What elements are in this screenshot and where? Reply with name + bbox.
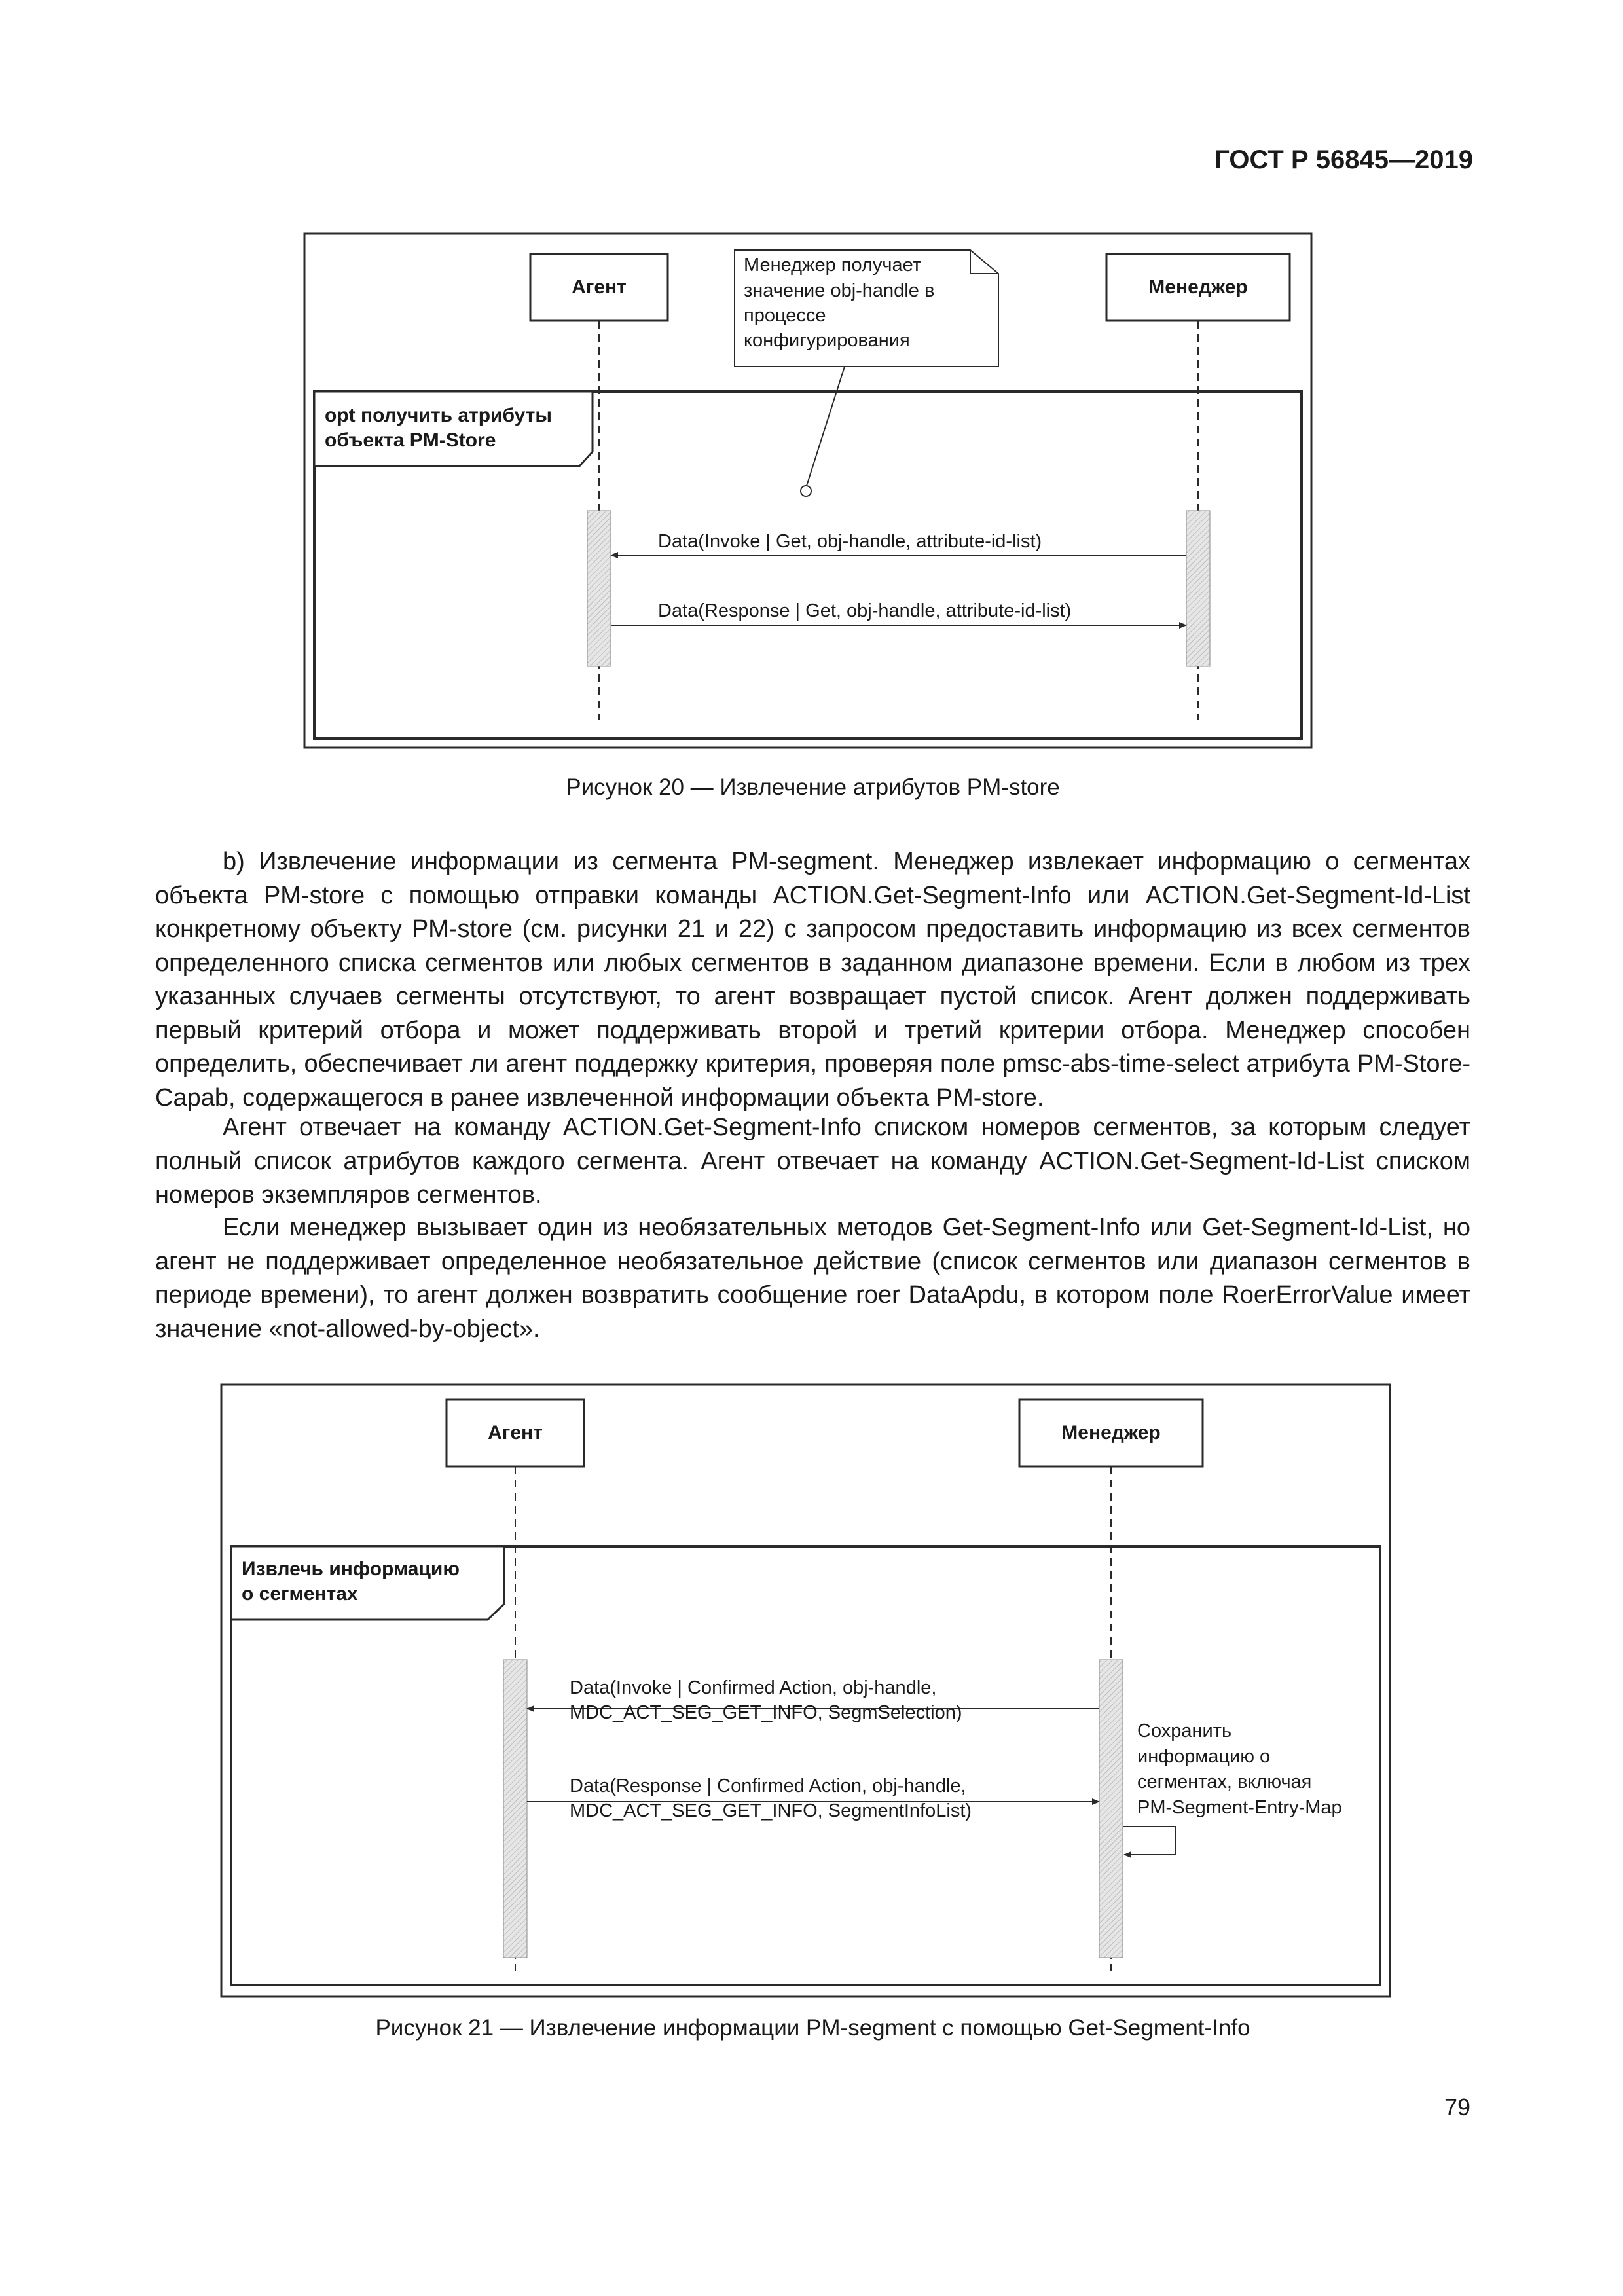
fig20-note-connector	[807, 367, 845, 486]
fig21-self-note-line-1: Сохранить	[1137, 1721, 1232, 1741]
fig21-response-label-line-2: MDC_ACT_SEG_GET_INFO, SegmentInfoList)	[570, 1800, 972, 1821]
figure-21-sequence-diagram	[0, 1362, 1623, 2003]
fig21-agent-activation	[503, 1660, 527, 1958]
page-number: 79	[1444, 2094, 1470, 2121]
figure-20-sequence-diagram	[0, 0, 1623, 773]
fig20-agent-label: Агент	[572, 276, 627, 298]
fig20-invoke-label: Data(Invoke | Get, obj-handle, attribute-id-list)	[658, 531, 1042, 552]
fig21-self-call-arrow	[1123, 1827, 1175, 1855]
fig21-response-label-line-1: Data(Response | Confirmed Action, obj-handle,	[570, 1776, 966, 1796]
fig21-manager-label: Менеджер	[1061, 1422, 1161, 1444]
paragraph-b: b) Извлечение информации из сегмента PM-segment. Менеджер извлекает информацию о сегментах объекта PM-store с помощью отправки команды ACTION.Get-Segment-Info или ACTION.Get-Segment-Id-List конкретному объекту PM-store (см. рисунки 21 и 22) с запросом предоставить информацию из всех сегментов определенного списка сегментов или любых сегментов в заданном диапазоне времени. Если в любом из трех указанных случаев сегменты отсутствуют, то агент возвращает пустой список. Агент должен поддерживать первый критерий отбора и может поддерживать второй и третий критерии отбора. Менеджер способен определить, обеспечивает ли агент поддержку критерия, проверяя поле pmsc-abs-time-select атрибута PM-Store-Capab, содержащегося в ранее извлеченной информации объекта PM-store.	[155, 848, 1470, 1112]
fig20-response-label: Data(Response | Get, obj-handle, attribute-id-list)	[658, 600, 1072, 621]
fig21-self-note-line-2: информацию о	[1137, 1746, 1271, 1767]
document-standard-header: ГОСТ Р 56845—2019	[1214, 145, 1473, 174]
fig20-note-anchor	[801, 486, 811, 496]
figure-21-caption: Рисунок 21 — Извлечение информации PM-segment с помощью Get-Segment-Info	[375, 2015, 1250, 2041]
fig21-invoke-label-line-1: Data(Invoke | Confirmed Action, obj-handle,	[570, 1677, 937, 1698]
fig21-manager-activation	[1099, 1660, 1123, 1958]
fig21-invoke-label-line-2: MDC_ACT_SEG_GET_INFO, SegmSelection)	[570, 1702, 962, 1723]
fig20-fragment-label-line-1: opt получить атрибуты	[325, 405, 552, 426]
figure-20-caption: Рисунок 20 — Извлечение атрибутов PM-store	[566, 774, 1060, 800]
fig20-fragment-label-box	[314, 392, 593, 466]
fig21-self-note-line-4: PM-Segment-Entry-Map	[1137, 1797, 1342, 1818]
fig20-agent-activation	[587, 511, 611, 666]
fig21-self-note-line-3: сегментах, включая	[1137, 1772, 1312, 1793]
paragraph-optional-methods: Если менеджер вызывает один из необязательных методов Get-Segment-Info или Get-Segment-Id-List, но агент не поддерживает определенное необязательное действие (список сегментов или диапазон сегментов в периоде времени), то агент должен возвратить сообщение roer DataApdu, в котором поле RoerErrorValue имеет значение «not-allowed-by-object».	[155, 1214, 1470, 1343]
fig20-note-line-1: Менеджер получает	[744, 255, 922, 276]
fig20-note-line-2: значение obj-handle в	[744, 280, 935, 301]
fig21-fragment-label-line-1: Извлечь информацию	[242, 1558, 460, 1580]
fig20-manager-label: Менеджер	[1148, 276, 1248, 298]
fig21-agent-label: Агент	[488, 1422, 543, 1444]
fig20-note-line-3: процессе	[744, 305, 826, 326]
fig21-fragment-label-line-2: о сегментах	[242, 1583, 358, 1605]
fig20-note-line-4: конфигурирования	[744, 330, 910, 351]
fig20-fragment-label-line-2: объекта PM-Store	[325, 429, 496, 451]
fig20-manager-activation	[1186, 511, 1210, 666]
paragraph-agent-response: Агент отвечает на команду ACTION.Get-Segment-Info списком номеров сегментов, за которым следует полный список атрибутов каждого сегмента. Агент отвечает на команду ACTION.Get-Segment-Id-List списком номеров экземпляров сегментов.	[155, 1114, 1470, 1209]
